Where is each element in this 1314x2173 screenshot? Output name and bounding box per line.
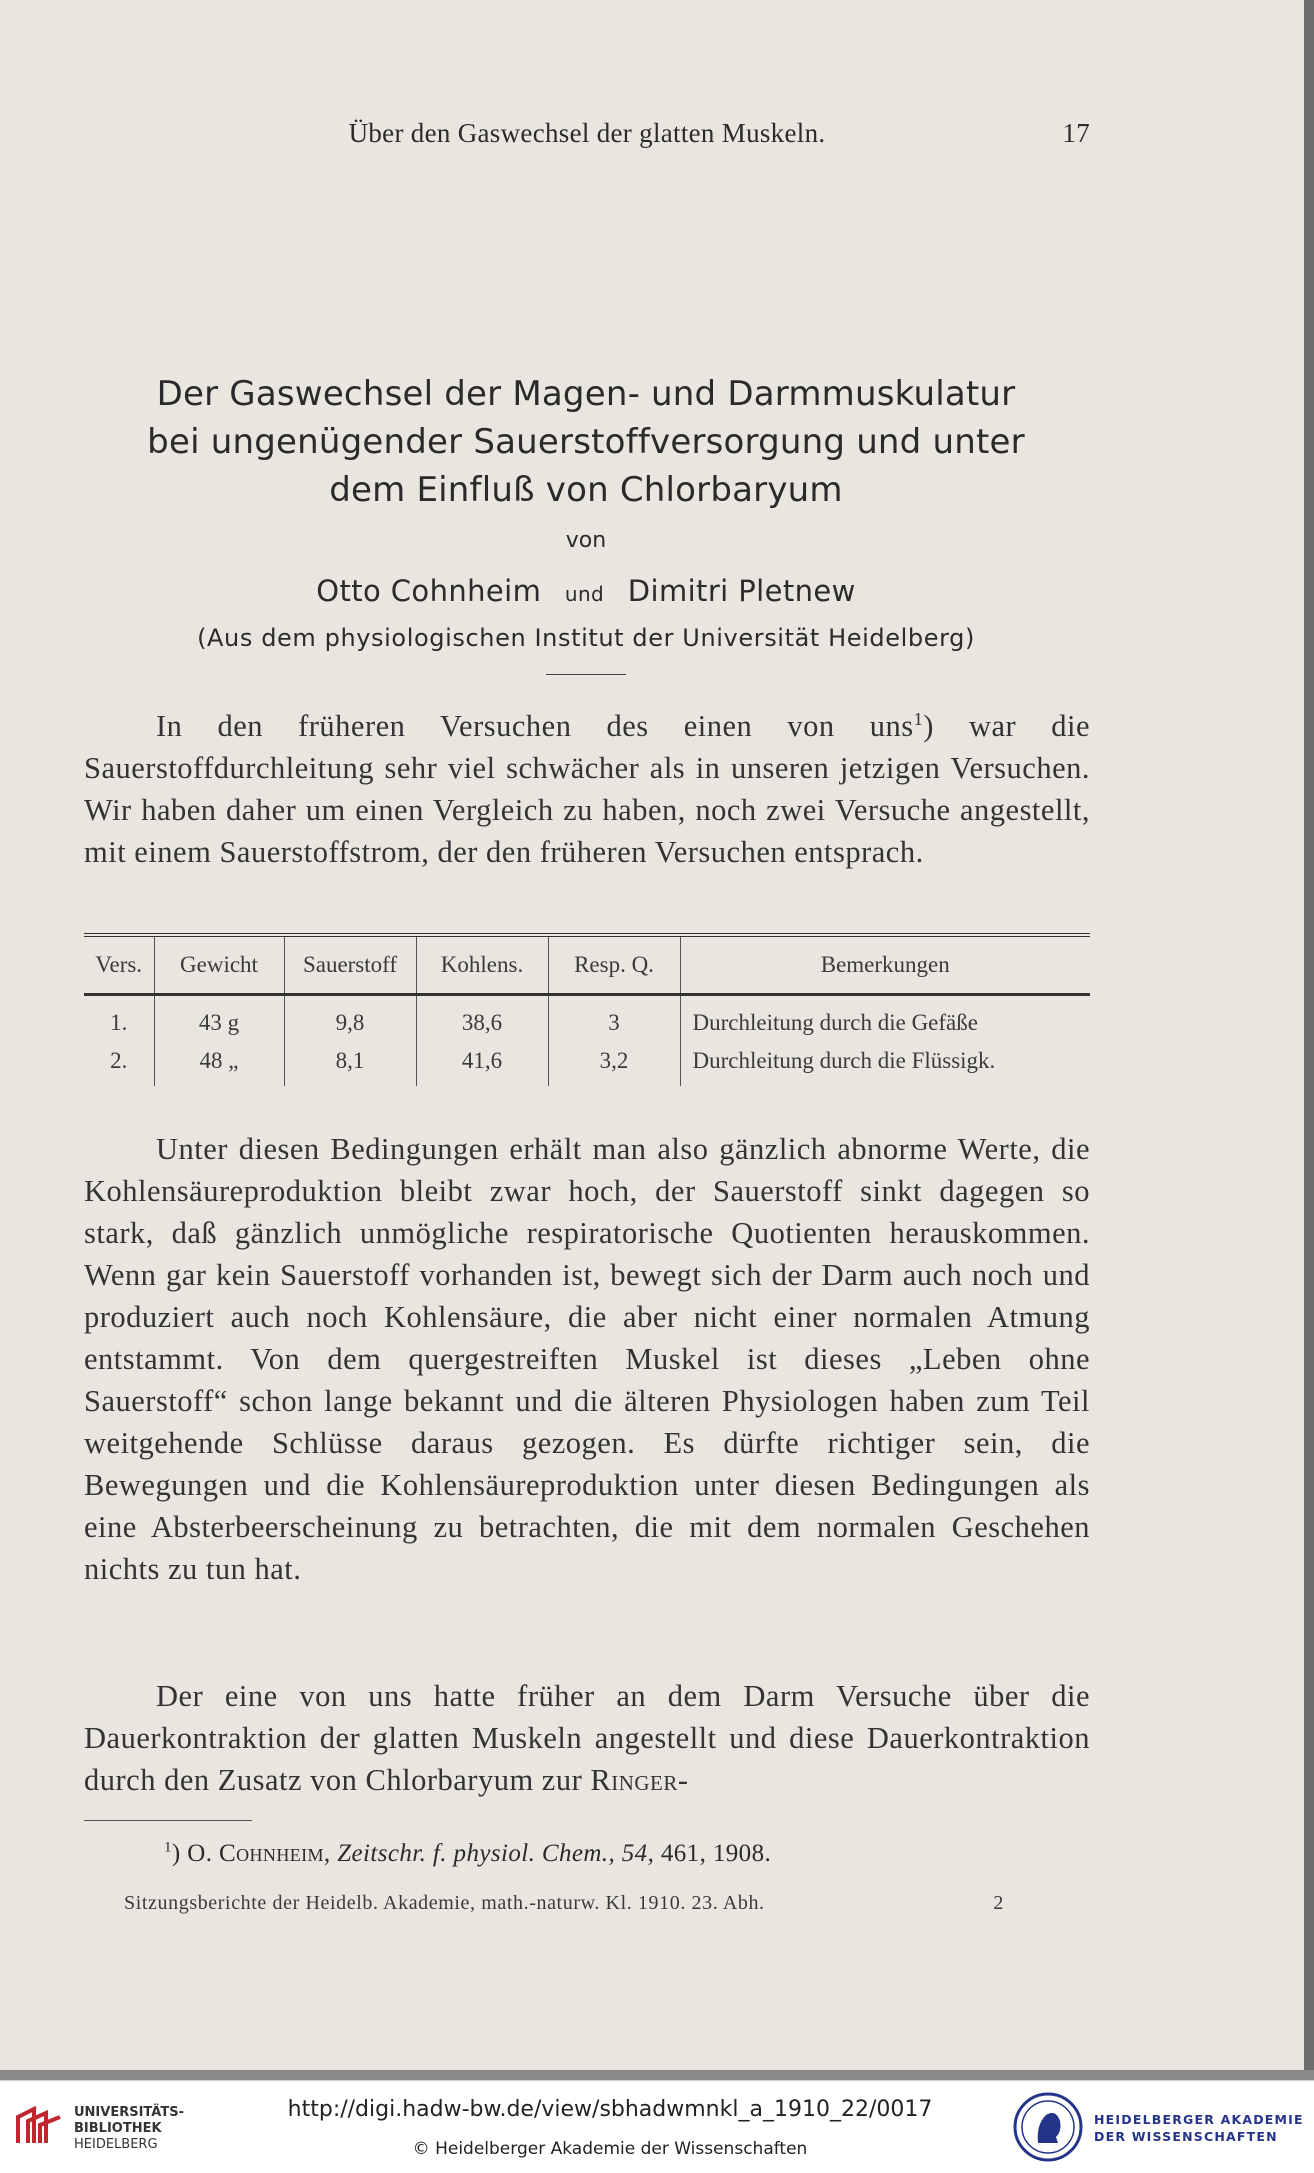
paragraph xyxy=(84,1675,1090,1801)
footnote-volume: 54, xyxy=(621,1840,655,1867)
running-head xyxy=(84,118,1090,149)
column-header: Bemerkungen xyxy=(680,935,1090,995)
academy-name-line: HEIDELBERGER AKADEMIE xyxy=(1094,2112,1304,2127)
byline-von: von xyxy=(565,528,607,553)
footnote: $^1$) O. Cohnheim, Zeitschr. f. physiol. Chem., 54, 461, 1908. xyxy=(164,1839,772,1867)
author-name: Dimitri Pletnew xyxy=(627,574,856,608)
affiliation: (Aus dem physiologischen Institut der Universität Heidelberg) xyxy=(197,624,975,652)
footnote-mark: 1 xyxy=(164,1839,172,1856)
library-logo-icon xyxy=(14,2103,66,2151)
paragraph xyxy=(84,705,1090,873)
author-conjunction: und xyxy=(564,582,605,606)
table-cell: Durchleitung durch die Flüssigk. xyxy=(680,1042,1090,1086)
table-cell: 3 xyxy=(548,995,680,1043)
academy-seal-icon xyxy=(1012,2091,1084,2163)
footnote-reference: 1 xyxy=(913,708,924,729)
footnote-author: O. Cohnheim, xyxy=(187,1840,331,1867)
table-cell: 8,1 xyxy=(284,1042,416,1086)
table-cell: Durchleitung durch die Gefäße xyxy=(680,995,1090,1043)
running-head-title: Über den Gaswechsel der glatten Muskeln. xyxy=(348,118,826,148)
column-header: Kohlens. xyxy=(416,935,548,995)
permalink-url[interactable]: http://digi.hadw-bw.de/view/sbhadwmnkl_a_1910_22/0017 xyxy=(287,2097,933,2122)
title-line: Der Gaswechsel der Magen- und Darmmuskulatur xyxy=(156,374,1016,414)
paragraph-text: Unter diesen Bedingungen erhält man also gänzlich abnorme Werte, die Kohlensäureproduktion bleibt zwar hoch, der Sauerstoff sinkt dagegen so stark, daß gänzlich unmögliche respiratorische Quotienten herauskommen. Wenn gar kein Sauerstoff vorhanden ist, bewegt sich der Darm auch noch und produziert auch noch Kohlensäure, die aber nicht einer normalen Atmung entstammt. Von dem quergestreiften Muskel ist dieses „Leben ohne Sauerstoff“ schon lange bekannt und die älteren Physiologen haben zum Teil weitgehende Schlüsse daraus gezogen. Es dürfte richtiger sein, die Bewegungen und die Kohlensäureproduktion unter diesen Bedingungen als eine Absterbeerscheinung zu betrachten, die mit dem normalen Geschehen nichts zu tun hat. xyxy=(84,1132,1090,1586)
library-name-line: HEIDELBERG xyxy=(74,2137,158,2152)
authors xyxy=(80,574,1092,608)
paragraph-text: ) war die Sauerstoffdurchleitung sehr viel schwächer als in unseren jetzigen Versuchen. Wir haben daher um einen Vergleich zu haben, noch zwei Versuche angestellt, mit einem Sauerstoffstrom, der den früheren Versuchen entsprach. xyxy=(84,709,1091,869)
table-cell: 43 g xyxy=(154,995,284,1043)
table-cell: 2. xyxy=(110,1048,128,1073)
library-name-line: BIBLIOTHEK xyxy=(74,2121,162,2136)
signature-line xyxy=(124,1892,1004,1915)
article-title xyxy=(80,370,1092,514)
title-divider xyxy=(546,674,626,675)
viewer-footer xyxy=(0,2080,1314,2173)
paragraph-text-smallcaps: Ringer- xyxy=(590,1763,689,1797)
paragraph xyxy=(84,1128,1090,1590)
table-cell: 48 „ xyxy=(154,1042,284,1086)
signature-mark: 2 xyxy=(993,1892,1004,1914)
column-header: Gewicht xyxy=(154,935,284,995)
footnote-divider xyxy=(84,1820,252,1821)
copyright-notice: © Heidelberger Akademie der Wissenschaften xyxy=(412,2139,808,2159)
table-row xyxy=(84,995,1090,1043)
author-name: Otto Cohnheim xyxy=(316,574,542,608)
title-line: dem Einfluß von Chlorbaryum xyxy=(329,470,843,510)
column-header: Vers. xyxy=(84,935,154,995)
signature-text: Sitzungsberichte der Heidelb. Akademie, math.-naturw. Kl. 1910. 23. Abh. xyxy=(124,1892,765,1914)
table-row xyxy=(84,1042,1090,1086)
results-table xyxy=(84,933,1090,1086)
table-cell: 3,2 xyxy=(548,1042,680,1086)
table-cell: 1. xyxy=(110,1010,128,1035)
paragraph-text: Der eine von uns hatte früher an dem Darm Versuche über die Dauerkontraktion der glatten Muskeln angestellt und diese Dauerkontraktion durch den Zusatz von Chlorbaryum zur xyxy=(84,1679,1090,1797)
title-line: bei ungenügender Sauerstoffversorgung und unter xyxy=(147,422,1025,462)
table-cell: 41,6 xyxy=(416,1042,548,1086)
table-cell: 9,8 xyxy=(284,995,416,1043)
library-name xyxy=(74,2105,184,2153)
column-header: Sauerstoff xyxy=(284,935,416,995)
footnote-pages: 461, 1908. xyxy=(660,1840,772,1867)
paragraph-text: In den früheren Versuchen des einen von uns xyxy=(156,709,914,743)
footnote-journal: Zeitschr. f. physiol. Chem., xyxy=(337,1840,616,1867)
academy-name-line: DER WISSENSCHAFTEN xyxy=(1094,2129,1278,2144)
page-number: 17 xyxy=(1062,118,1090,148)
column-header: Resp. Q. xyxy=(548,935,680,995)
table-cell: 38,6 xyxy=(416,995,548,1043)
library-name-line: UNIVERSITÄTS- xyxy=(74,2105,184,2120)
academy-name xyxy=(1094,2111,1304,2145)
